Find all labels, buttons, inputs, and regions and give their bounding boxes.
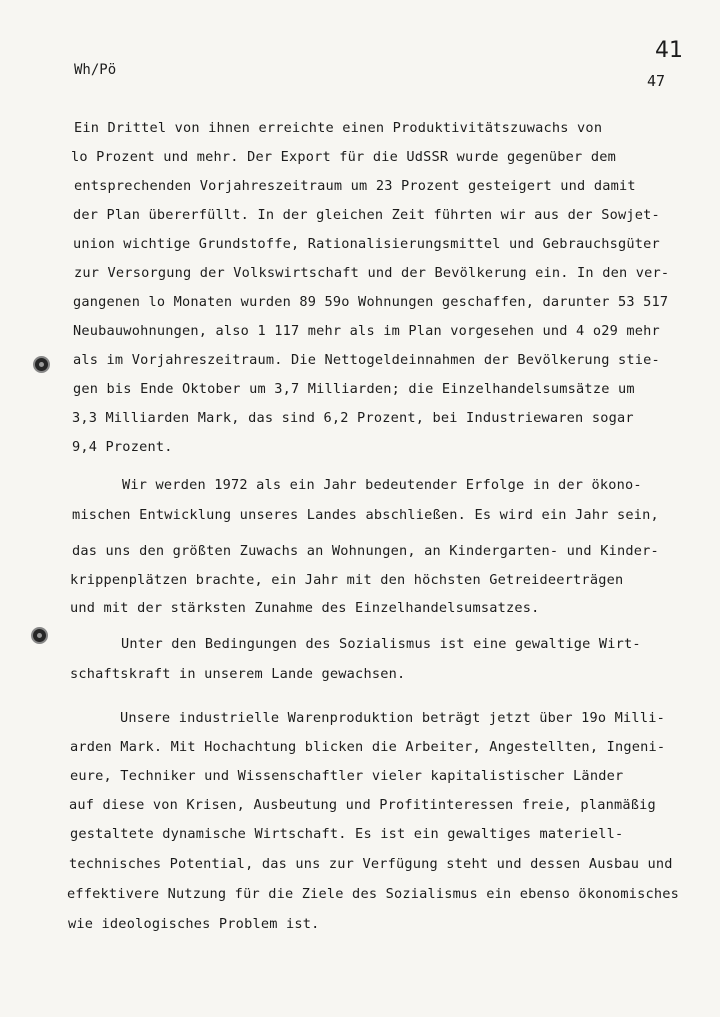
text-line: krippenplätzen brachte, ein Jahr mit den höchsten Getreideerträgen: [70, 572, 624, 588]
text-line: Unter den Bedingungen des Sozialismus ist eine gewaltige Wirt-: [121, 636, 641, 652]
text-line: entsprechenden Vorjahreszeitraum um 23 Prozent gesteigert und damit: [74, 178, 636, 194]
text-line: 9,4 Prozent.: [72, 439, 173, 455]
text-line: wie ideologisches Problem ist.: [68, 916, 320, 932]
text-line: gestaltete dynamische Wirtschaft. Es ist ein gewaltiges materiell-: [70, 826, 624, 842]
text-line: der Plan übererfüllt. In der gleichen Zeit führten wir aus der Sowjet-: [73, 207, 660, 223]
text-line: Unsere industrielle Warenproduktion beträgt jetzt über 19o Milli-: [120, 710, 665, 726]
punch-hole-icon: [33, 356, 50, 373]
text-line: effektivere Nutzung für die Ziele des Sozialismus ein ebenso ökonomisches: [67, 886, 680, 902]
text-line: eure, Techniker und Wissenschaftler vieler kapitalistischer Länder: [70, 768, 624, 784]
text-line: lo Prozent und mehr. Der Export für die UdSSR wurde gegenüber dem: [71, 149, 616, 165]
text-line: arden Mark. Mit Hochachtung blicken die Arbeiter, Angestellten, Ingeni-: [70, 739, 666, 755]
text-line: Neubauwohnungen, also 1 117 mehr als im Plan vorgesehen und 4 o29 mehr: [73, 323, 660, 339]
text-line: zur Versorgung der Volkswirtschaft und der Bevölkerung ein. In den ver-: [74, 265, 670, 281]
text-line: Wir werden 1972 als ein Jahr bedeutender Erfolge in der ökono-: [122, 477, 642, 493]
text-line: Ein Drittel von ihnen erreichte einen Produktivitätszuwachs von: [74, 120, 603, 136]
text-line: 3,3 Milliarden Mark, das sind 6,2 Prozent, bei Industriewaren sogar: [72, 410, 634, 426]
text-line: gangenen lo Monaten wurden 89 59o Wohnungen geschaffen, darunter 53 517: [73, 294, 669, 310]
text-line: gen bis Ende Oktober um 3,7 Milliarden; die Einzelhandelsumsätze um: [73, 381, 635, 397]
reference-code: Wh/Pö: [74, 62, 117, 78]
text-line: auf diese von Krisen, Ausbeutung und Profitinteressen freie, planmäßig: [69, 797, 656, 813]
text-line: schaftskraft in unserem Lande gewachsen.: [70, 666, 406, 682]
text-line: und mit der stärksten Zunahme des Einzelhandelsumsatzes.: [70, 600, 540, 616]
text-line: das uns den größten Zuwachs an Wohnungen, an Kindergarten- und Kinder-: [72, 543, 659, 559]
text-line: als im Vorjahreszeitraum. Die Nettogeldeinnahmen der Bevölkerung stie-: [73, 352, 660, 368]
text-line: union wichtige Grundstoffe, Rationalisierungsmittel und Gebrauchsgüter: [73, 236, 660, 252]
text-line: mischen Entwicklung unseres Landes abschließen. Es wird ein Jahr sein,: [72, 507, 659, 523]
punch-hole-icon: [31, 627, 48, 644]
page-number-handwritten: 41: [655, 38, 683, 63]
text-line: technisches Potential, das uns zur Verfügung steht und dessen Ausbau und: [69, 856, 673, 872]
page-number-typed: 47: [647, 72, 666, 90]
